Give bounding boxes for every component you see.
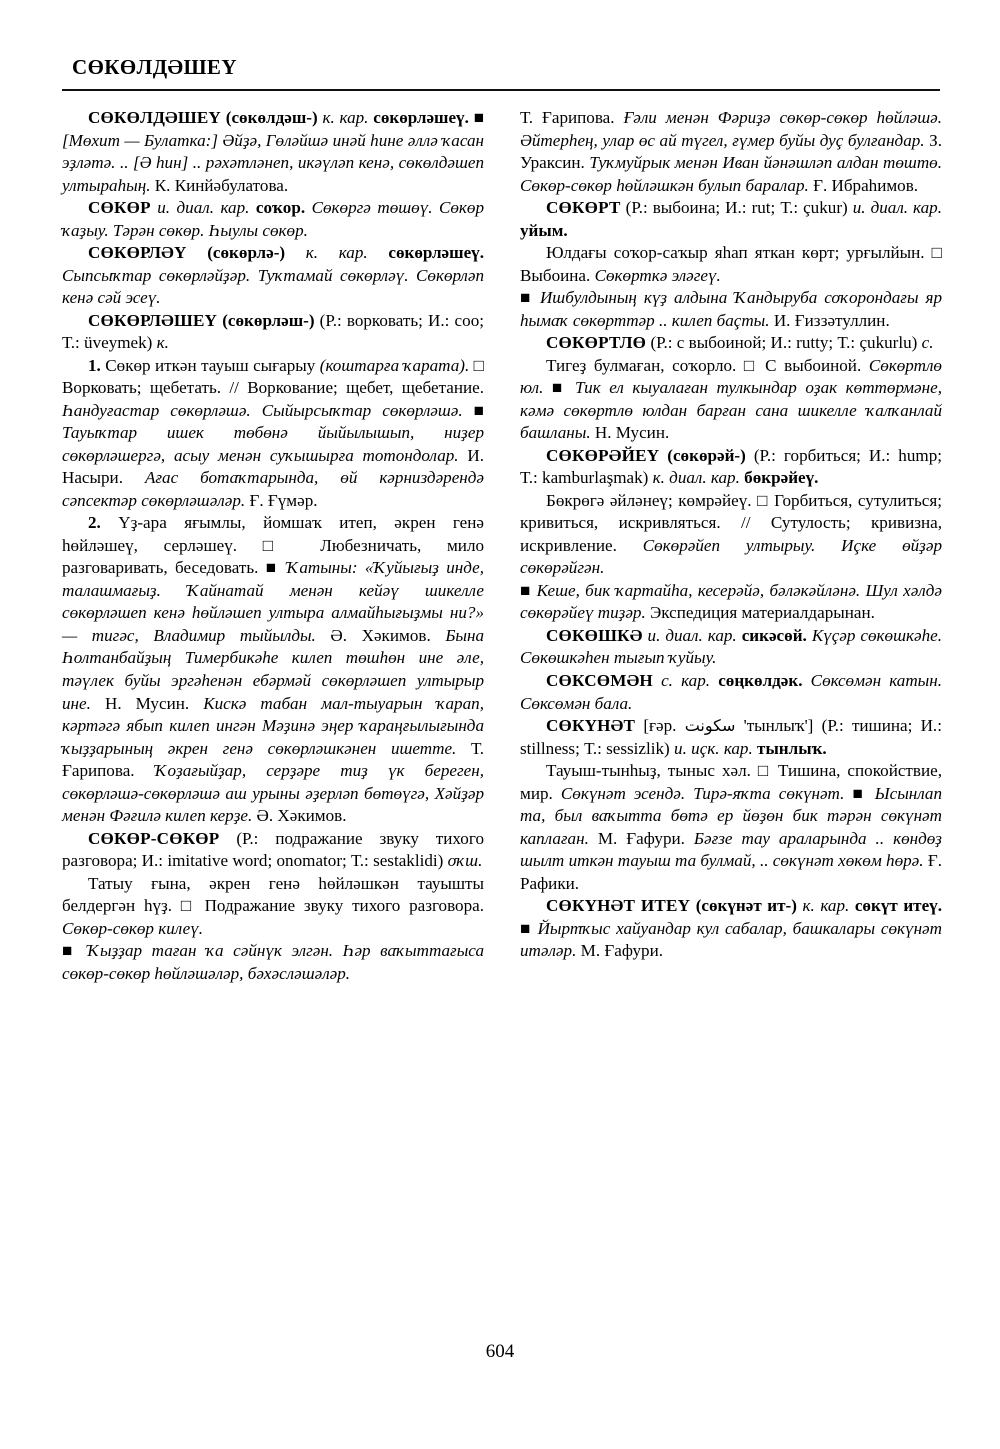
quotation: Ғәли менән Фәриҙә сөкөр-сөкөр һөйләшә. Әйтерһең, улар өс ай түгел, ғүмер буйы дуç булғандар.	[520, 108, 943, 150]
entry-sokor-sokor-body	[62, 873, 484, 941]
text-columns	[62, 107, 942, 985]
quotation-source: Т. Ғарипова.	[520, 108, 615, 128]
open-square-marker: □	[931, 243, 942, 263]
translations: (Р.: горбиться; И.: hump; Т.: kamburlaşmak)	[520, 445, 942, 488]
examples: Сөксөмән катын. Сөксөмән бала.	[520, 670, 943, 713]
header-rule	[62, 89, 940, 91]
grammar-label: и. иçк. кар.	[674, 738, 753, 758]
quotation: Бына Һолтанбайҙың Тимербикәһе килеп төшһөн ине әле, тәүлек буйы эргәһенән ебәрмәй сөкөрләшеп ултырыр ине.	[62, 625, 485, 713]
entry-sokunat-body	[520, 760, 942, 895]
quotation: Ҡатыны: «Ҡуйығыҙ инде, талашмағыҙ. Ҡайнатай менән кейәү шикелле сөкөрләшеп кенә һөйләшеп ултыра алмайһығыҙмы ни?» — тигәс, Владимир тыйылды.	[62, 558, 484, 645]
entry-sokoldasheu	[62, 107, 484, 197]
entry-sokoshka	[520, 625, 942, 670]
definition-russian: Горбиться, сутулиться; кривиться, искривляться. // Сутулость; кривизна, искривление.	[520, 490, 943, 555]
quotation-source: М. Ғафури.	[580, 941, 664, 961]
open-square-marker: □	[757, 490, 769, 510]
etymology-gloss: 'тынлыҡ']	[743, 716, 814, 736]
quotation-source: И. Ғиззәтуллин.	[773, 310, 890, 330]
cross-reference: соҡор.	[255, 198, 306, 218]
quotation: Тик ел кыуалаған тулкындар оҙак көттөрмәне, кәмә сөкөртлө юлдан барған сана шикелле ҡалҡанлай башланы.	[520, 378, 942, 443]
cross-reference: сөңкөлдәк.	[718, 670, 803, 690]
headword: СӨКСӨМӘН	[546, 670, 653, 690]
quotation: Ысынлап та, был ваҡытта бөтә ер йөҙөн бик тәрән сөкүнәт каплаған.	[520, 783, 943, 848]
quotation: Кискә табан мал-тыуарын ҡарап, кәртәгә ябып килеп ингән Мәҙинә эңер ҡараңғылығында ҡыҙҙарының әкрен генә сөкөрләшкәнен ишетте.	[62, 693, 484, 758]
grammar-label: к. кар.	[322, 108, 369, 128]
cross-reference: уйым.	[520, 220, 568, 240]
definition-bashkir-paren: (коштарға ҡарата).	[319, 355, 470, 375]
page-number: 604	[485, 1341, 515, 1362]
entry-sokoraiyeu-quotes	[520, 580, 942, 625]
etymology-open: [ғәр.	[643, 716, 677, 736]
quotation-source: Ғ. Ибраһимов.	[813, 175, 919, 195]
quotation-source: З. Ураксин.	[520, 130, 942, 173]
grammar-label: к. диал. кар.	[652, 468, 740, 488]
entry-sokort-quotes	[520, 287, 942, 332]
entry-soksoman	[520, 670, 942, 715]
examples: Сөкөргә төшөү. Сөкөр ҡаҙыу. Тәрән сөкөр. Һыулы сөкөр.	[62, 198, 485, 240]
filled-square-marker: ■	[473, 400, 484, 420]
quotation-source: М. Ғафури.	[597, 828, 685, 848]
examples: Сөкөрткә эләгеү.	[594, 265, 721, 285]
quotation: Туҡмуйрык менән Иван йәнәшләп алдан төштө. Сөкөр-сөкөр һөйләшкән булып баралар.	[520, 153, 942, 195]
quotation: Йыртҡыс хайуандар кул сабалар, башкалары сөкүнәт итәләр.	[520, 918, 942, 961]
inflection: (сөкөрлә-)	[207, 243, 286, 263]
inflection: (сөкөрәй-)	[667, 445, 746, 465]
definition-bashkir: Юлдағы соҡор-саҡыр яһап яткан көрт; урғылйын.	[546, 243, 925, 263]
definition-bashkir: Бөкрөгә әйләнеү; көмрәйеү.	[546, 490, 752, 510]
cross-reference: сикәсөй.	[741, 625, 807, 645]
examples: Сөкөртлө юл.	[520, 355, 942, 398]
grammar-label: и. диал. кар.	[852, 198, 942, 218]
definition-russian: Выбоина.	[520, 265, 591, 285]
open-square-marker: □	[473, 355, 484, 375]
grammar-label: оҡш.	[447, 851, 483, 871]
left-column	[62, 107, 484, 985]
grammar-label: с. кар.	[661, 670, 711, 690]
quotation: Кеше, бик ҡартайһа, кесерәйә, бәләкәйләнә. Шул хәлдә сөкөрәйеү тиҙәр.	[520, 580, 942, 623]
grammar-label: к. кар.	[802, 896, 850, 916]
headword: СӨКӨРТЛӨ	[546, 333, 647, 353]
filled-square-marker: ■	[62, 941, 78, 961]
definition-bashkir: Үҙ-ара яғымлы, йомшаҡ итеп, әкрен генә һөйләшеү, серләшеү.	[62, 513, 485, 555]
entry-sokor	[62, 197, 484, 242]
quotation: Тауыҡтар ишек төбөнә йыйылышып, ниҙер сөкөрләшергә, асыу менән суҡышырға тотондолар.	[62, 423, 484, 465]
headword: СӨКӨШКӘ	[546, 625, 643, 645]
headword: СӨКӨРЛӘҮ	[88, 243, 187, 263]
headword: СӨКӨРӘЙЕҮ	[546, 445, 660, 465]
entry-sokor-sokor-quotes	[62, 940, 484, 985]
entry-sokor-sokor	[62, 828, 484, 873]
definition-russian: Тишина, спокойствие, мир.	[520, 761, 942, 803]
grammar-label: к.	[156, 333, 169, 353]
quotation: Ишбулдының күҙ алдына Ҡандыруба соҡорондағы яр һымаҡ сөкөрттәр .. килеп баçты.	[520, 288, 942, 330]
grammar-label: и. диал. кар.	[157, 198, 250, 218]
sense-1	[62, 355, 484, 513]
grammar-label: к. кар.	[305, 243, 368, 263]
open-square-marker: □	[262, 535, 295, 555]
translations: (Р.: подражание звуку тихого разговора; И.: imitative word; onomator; Т.: sestaklidi)	[62, 828, 484, 871]
inflection: (сөкүнәт ит-)	[695, 896, 797, 916]
entry-sokorlasheu	[62, 310, 484, 355]
open-square-marker: □	[757, 761, 771, 781]
headword: СӨКҮНӘТ	[546, 716, 636, 736]
examples: Сөкөрәйеп ултырыу. Иçке өйҙәр сөкөрәйгән.	[520, 535, 942, 578]
entry-sokorlau	[62, 242, 484, 310]
inflection: (сөкөрләш-)	[222, 310, 315, 330]
quotation-source: Ғ. Рафики.	[520, 851, 942, 893]
entry-sokortlo-body	[520, 355, 942, 445]
entry-sokortlo	[520, 332, 942, 355]
quotation: Ҡыҙҙар таған ҡа сәйнүк элгән. Һәр ваҡыттағыса сөкөр-сөкөр һөйләшәләр, бәхәсләшәләр.	[62, 941, 484, 983]
quotation-source: К. Кинйәбулатова.	[154, 175, 289, 195]
right-column	[520, 107, 942, 985]
filled-square-marker: ■	[520, 580, 532, 600]
sense-number: 1.	[88, 355, 101, 375]
entry-sokort-body	[520, 242, 942, 287]
cross-reference: бөкрәйеү.	[744, 468, 819, 488]
translations: (Р.: ворковать; И.: coo; Т.: üveymek)	[62, 310, 484, 353]
definition-russian: Любезничать, мило разговаривать, беседовать.	[62, 535, 485, 578]
definition-russian: С выбоиной.	[765, 355, 862, 375]
grammar-label: и. диал. кар.	[647, 625, 737, 645]
quotation-source: Т. Ғарипова.	[62, 738, 484, 781]
quotation-source: И. Насыри.	[62, 445, 484, 488]
translations: (Р.: выбоина; И.: rut; Т.: çukur)	[625, 198, 848, 218]
quotation-source: Н. Мусин.	[104, 693, 190, 713]
quotation: Бәғзе тау араларында .. көндөҙ шылт иткән тауыш та булмай, .. сөкүнәт хөкөм һөрә.	[520, 828, 942, 871]
definition-russian: Ворковать; щебетать. // Воркование; щебет, щебетание.	[62, 378, 484, 398]
definition-bashkir: Татыу ғына, әкрен генә һөйләшкән тауышты белдергән һүҙ.	[62, 873, 484, 916]
examples: Күçәр сөкөшкәһе. Сөкөшкәһен тығып ҡуйыу.	[520, 625, 942, 668]
definition-russian: Подражание звуку тихого разговора.	[204, 896, 485, 916]
quotation-source: Ғ. Ғүмәр.	[249, 490, 318, 510]
cross-reference: сөкөрләшеү.	[388, 243, 484, 263]
quotation: Ағас ботаҡтарында, өй кәрниздәрендә сәпсектәр сөкөрләшәләр.	[62, 468, 484, 510]
cross-reference: сөкөрләшеү.	[373, 108, 469, 128]
entry-sokoraiyeu	[520, 445, 942, 490]
headword: СӨКӨЛДӘШЕҮ	[88, 108, 221, 128]
open-square-marker: □	[180, 896, 196, 916]
translations: (Р.: с выбоиной; И.: rutty; Т.: çukurlu)	[650, 333, 918, 353]
definition-bashkir: Тауыш-тынһыҙ, тыныс хәл.	[546, 761, 751, 781]
sense-number: 2.	[88, 513, 101, 533]
filled-square-marker: ■	[852, 783, 867, 803]
etymology-arabic-script: سكونت	[684, 716, 736, 736]
definition-bashkir: Сөкөр иткән тауыш сығарыу	[105, 355, 316, 375]
filled-square-marker: ■	[265, 558, 280, 578]
examples: Сөкөр-сөкөр килеү.	[62, 918, 204, 938]
filled-square-marker: ■	[520, 288, 533, 308]
translations: (Р.: тишина; И.: stillness; Т.: sessizlik)	[520, 716, 942, 758]
running-head: СӨКӨЛДӘШЕҮ	[72, 55, 237, 79]
quotation-source: Экспедиция материалдарынан.	[650, 603, 875, 623]
examples: Сөкүнәт эсендә. Тирә-яҡта сөкүнәт.	[560, 783, 845, 803]
headword: СӨКӨРТ	[546, 198, 621, 218]
open-square-marker: □	[743, 355, 758, 375]
inflection: (сөкөлдәш-)	[225, 108, 318, 128]
examples: Сыпсыҡтар сөкөрләйҙәр. Туҡтамай сөкөрләү. Сөкөрләп кенә сәй эсеү.	[62, 265, 484, 308]
examples: Һандуғастар сөкөрләшә. Сыйырсыҡтар сөкөрләшә.	[62, 400, 463, 420]
sense-2	[62, 512, 484, 827]
entry-sokort	[520, 197, 942, 242]
quotation: Ҡоҙағыйҙар, серҙәре тиҙ үк береген, сөкөрләшә-сөкөрләшә аш урыны әҙерләп бөтөүгә, Хәйҙәр менән Фәғилә килеп керҙе.	[62, 761, 484, 826]
quotation-source: Ә. Хәкимов.	[256, 806, 347, 826]
entry-sokunat-iteu	[520, 895, 942, 963]
quotation-source: Ә. Хәкимов.	[330, 625, 431, 645]
headword: СӨКӨР	[88, 198, 151, 218]
filled-square-marker: ■	[551, 378, 567, 398]
entry-sokoraiyeu-body	[520, 490, 942, 580]
cross-reference: сөкүт итеү.	[854, 896, 942, 916]
grammar-label: с.	[921, 333, 934, 353]
headword: СӨКӨРЛӘШЕҮ	[88, 310, 218, 330]
headword: СӨКҮНӘТ ИТЕҮ	[546, 896, 691, 916]
cross-reference: тынлыҡ.	[757, 738, 827, 758]
quotation-source: Н. Мусин.	[594, 423, 670, 443]
entry-sokor-sokor-continued	[520, 107, 942, 197]
quotation: [Мөхит — Булатка:] Әйҙә, Гөләйшә инәй һине әллә ҡасан эҙләтә. .. [Ә һин] .. рәхәтләнеп, икәүләп кенә, сөкөлдәшеп ултыраһың.	[62, 130, 484, 195]
entry-sokunat	[520, 715, 942, 760]
definition-bashkir: Тигеҙ булмаған, соҡорло.	[546, 355, 737, 375]
filled-square-marker: ■	[473, 108, 485, 128]
headword: СӨКӨР-СӨКӨР	[88, 828, 220, 848]
filled-square-marker: ■	[520, 918, 532, 938]
